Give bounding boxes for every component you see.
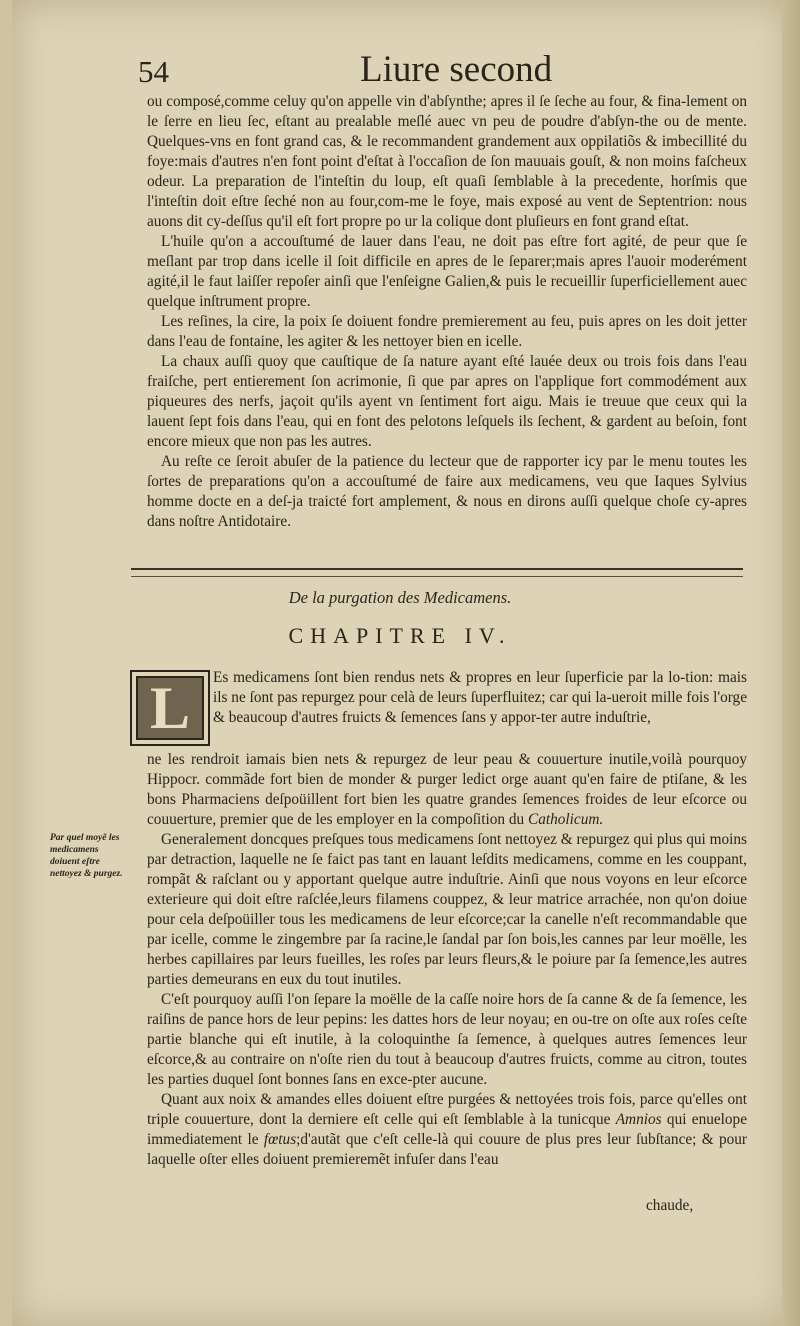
folio-number: 54	[138, 54, 169, 89]
chapter-title: CHAPITRE IV.	[288, 623, 512, 648]
paragraph: C'eſt pourquoy auſſi l'on ſepare la moëlle de la caſſe noire hors de ſa canne & de ſa ſemence, les raiſins de pance hors de leur pepins: les dattes hors de leur noyau; en ou-tre on oſte aux roſes ceſte partie blanche qui eſt inutile, à la coloquinthe ſa ſemence, à quelques autres ſemences leur eſcorce,& au contraire on n'oſte rien du tout à beaucoup d'autres fruicts, comme au citron, toutes les parties duquel ſont bonnes ſans en exce-pter aucune.	[147, 991, 747, 1088]
paragraph: L'huile qu'on a accouſtumé de lauer dans l'eau, ne doit pas eſtre fort agité, de peur que ſe meſlant par trop dans icelle il ſoit difficile en apres de le ſeparer;mais apres l'auoir moderément agité,il le faut laiſſer repoſer ainſi que l'enſeigne Galien,& puis le recueillir ſuperficiellement auec quelque inſtrument propre.	[147, 233, 747, 310]
page-edge	[782, 0, 800, 1326]
paragraph-text: ;d'autãt que c'eſt celle-là qui couure de plus pres leur ſubſtance; & pour laquelle oſter elles doiuent premieremẽt infuſer dans l'eau	[147, 1131, 747, 1168]
paragraph-text: qui enuelope immediatement le	[147, 1111, 747, 1148]
catholicum-term: Catholicum.	[528, 811, 604, 828]
top-text-block	[147, 92, 747, 532]
section-title: De la purgation des Medicamens.	[288, 588, 512, 607]
amnios-term: Amnios	[615, 1111, 662, 1128]
paragraph: ou composé,comme celuy qu'on appelle vin d'abſynthe; apres il ſe ſeche au four, & fina-lement on le ſerre en lieu ſec, eſtant au prealable meſlé auec vn peu de poudre d'abſyn-the ou de mente. Quelques-vns en font grand cas, & le recommandent grandement aux oppilatiõs & imbecillité du foye:mais d'autres n'en font point d'eſtat à l'occaſion de ſon mauuais gouſt, & non moins faſcheux odeur. La preparation de l'inteſtin du loup, eſt quaſi ſemblable à la precedente, horſmis que l'inteſtin doit eſtre ſeché non au four,com-me le foye, mais exposé au vent de Septentrion: nous auons dit cy-deſſus qu'il eſt fort propre po ur la colique dont pluſieurs en font grand eſtat.	[147, 93, 747, 230]
running-title: Liure second	[360, 49, 553, 90]
drop-cap-initial	[130, 670, 210, 746]
paragraph: Generalement doncques preſques tous medicamens ſont nettoyez & repurgez qui plus qui moins par detraction, laquelle ne ſe faict pas tant en lauant leſdits medicamens, comme en les couppant, rompãt & raſclant ou y apportant quelque autre induſtrie. Ainſi que nous voyons en leur eſcorce exterieure qui doit eſtre raſclée,leurs filamens couppez, & leur matrice arrachée, non qu'on doiue pour cela deſpoüiller tous les medicamens de leur eſcorce;car la canelle n'eſt recommandable que par icelle, comme le zingembre par ſa racine,le ſandal par ſon bois,les cannes par leur moëlle, les herbes capillaires par leurs fueilles, les roſes par leurs fleurs,& le poiure par ſa ſemence,les autres parties demeurans en eux du tout inutiles.	[147, 831, 747, 988]
paragraph-text: ne les rendroit iamais bien nets & repurgez de leur peau & couuerture inutile,voilà pourquoy Hippocr. commãde fort bien de monder & purger ledict orge auant qu'en faire de ptiſane, & les bons Pharmaciens deſpoüillent fort bien les quatre grandes ſemences froides de leur eſcorce ou couuerture, premier que de les employer en la compoſition du	[147, 751, 747, 828]
paragraph: Les reſines, la cire, la poix ſe doiuent fondre premierement au feu, puis apres on les doit jetter dans l'eau de fontaine, les agiter & les nettoyer bien en icelle.	[147, 313, 747, 350]
paragraph	[147, 750, 747, 830]
paragraph: La chaux auſſi quoy que cauſtique de ſa nature ayant eſté lauée deux ou trois fois dans l'eau fraiſche, pert entierement ſon acrimonie, ſi que par apres on l'applique fort commodément aux piqueures des nerfs, jaçoit qu'ils ayent vn ſentiment fort aigu. Mais ie treuue que ceux qui la lauent ſept fois dans l'eau, qui en font des pelotons leſquels ils ſechent, & gardent au beſoin, font encore mieux que non pas les autres.	[147, 353, 747, 450]
margin-note: Par quel moyẽ les medicamens doiuent eſtre nettoyez & purgez.	[50, 833, 123, 879]
page-header	[138, 48, 738, 92]
section-divider	[131, 568, 743, 577]
foetus-term: fœtus	[263, 1131, 297, 1148]
catchword: chaude,	[646, 1197, 694, 1214]
chapter-text-block	[147, 750, 747, 1170]
paragraph	[147, 1090, 747, 1170]
paragraph: Es medicamens ſont bien rendus nets & propres en leur ſuperficie par la lo-tion: mais ils ne ſont pas repurgez pour celà de leurs ſuperfluitez; car qui la-ueroit mille fois l'orge & beaucoup d'autres fruicts & ſemences ſans y appor-ter autre induſtrie,	[213, 669, 747, 726]
paragraph-text: Quant aux noix & amandes elles doiuent eſtre purgées & nettoyées trois fois, parce qu'elles ont triple couuerture, dont la derniere eſt celle qui eſt ſemblable à la tunicque	[147, 1091, 747, 1128]
paragraph: Au reſte ce ſeroit abuſer de la patience du lecteur que de rapporter icy par le menu toutes les ſortes de preparations qu'on a accouſtumé de faire aux medicamens, veu que Iaques Sylvius homme docte en a deſ-ja traicté fort amplement, & nous en dirons auſſi quelque choſe cy-apres dans noſtre Antidotaire.	[147, 453, 747, 530]
drop-cap-text	[213, 668, 747, 728]
drop-cap-letter: L	[149, 675, 191, 741]
